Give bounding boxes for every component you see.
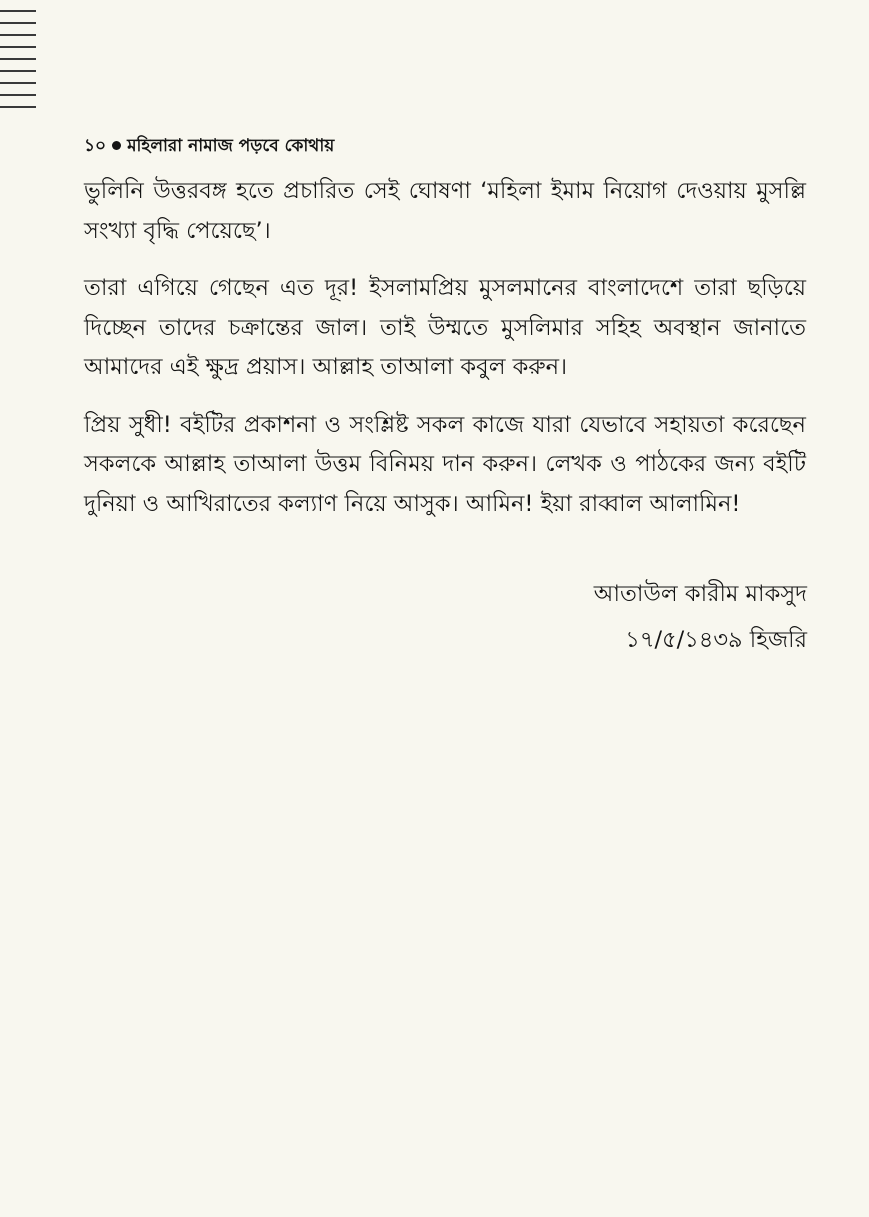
edge-line — [0, 70, 36, 72]
author-name: আতাউল কারীম মাকসুদ — [593, 581, 807, 607]
edge-line — [0, 106, 36, 108]
running-title: মহিলারা নামাজ পড়বে কোথায় — [127, 136, 335, 156]
signature-date: ১৭/৫/১৪৩৯ হিজরি — [625, 627, 807, 653]
running-header — [84, 134, 334, 158]
page-edge-lines — [0, 0, 36, 120]
body-text — [84, 172, 806, 542]
bullet-icon — [112, 141, 121, 150]
edge-line — [0, 34, 36, 36]
page-number: ১০ — [84, 136, 107, 156]
edge-line — [0, 46, 36, 48]
edge-line — [0, 10, 36, 12]
paragraph-3: প্রিয় সুধী! বইটির প্রকাশনা ও সংশ্লিষ্ট সকল কাজে যারা যেভাবে সহায়তা করেছেন সকলকে আল্লাহ তাআলা উত্তম বিনিময় দান করুন। লেখক ও পাঠকের জন্য বইটি দুনিয়া ও আখিরাতের কল্যাণ নিয়ে আসুক। আমিন! ইয়া রাব্বাল আলামিন! — [84, 411, 806, 517]
paragraph-2: তারা এগিয়ে গেছেন এত দূর! ইসলামপ্রিয় মুসলমানের বাংলাদেশে তারা ছড়িয়ে দিচ্ছেন তাদের চক্রান্তের জাল। তাই উম্মতে মুসলিমার সহিহ অবস্থান জানাতে আমাদের এই ক্ষুদ্র প্রয়াস। আল্লাহ তাআলা কবুল করুন। — [84, 275, 806, 380]
edge-line — [0, 94, 36, 96]
edge-line — [0, 58, 36, 60]
edge-line — [0, 82, 36, 84]
edge-line — [0, 22, 36, 24]
paragraph-1: ভুলিনি উত্তরবঙ্গ হতে প্রচারিত সেই ঘোষণা ‘মহিলা ইমাম নিয়োগ দেওয়ায় মুসল্লি সংখ্যা বৃদ্ধি পেয়েছে’। — [84, 178, 806, 244]
signature-block — [594, 574, 807, 666]
